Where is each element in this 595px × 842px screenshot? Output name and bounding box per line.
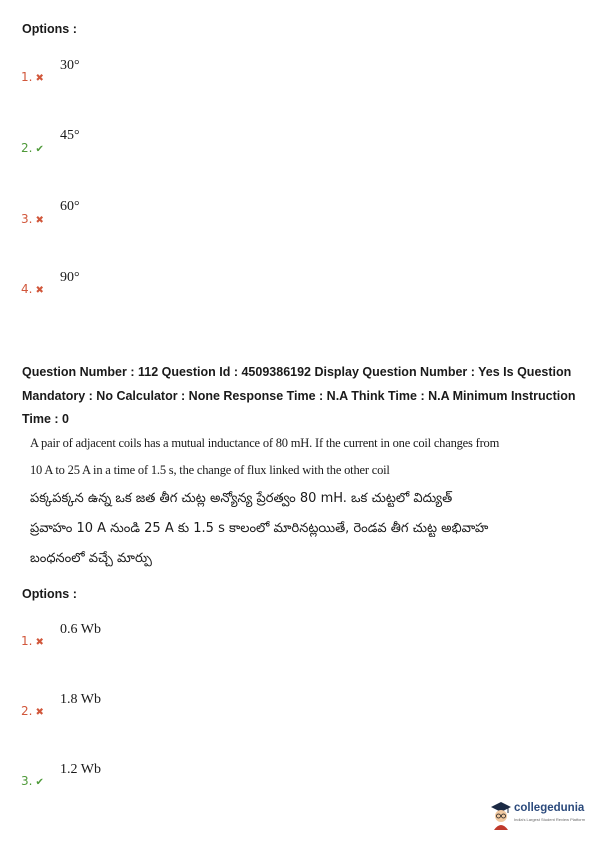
option-number: 2. ✖ — [21, 704, 44, 718]
option-value: 0.6 Wb — [60, 622, 101, 637]
cross-icon: ✖ — [35, 637, 44, 648]
option-number: 1. ✖ — [21, 70, 44, 84]
logo-tagline: India's Largest Student Review Platform — [514, 817, 586, 822]
option-value: 1.8 Wb — [60, 692, 101, 707]
option-number: 2. ✔ — [21, 141, 44, 155]
question-text-te: బంధనంలో వచ్చే మార్పు — [30, 551, 152, 566]
logo-wordmark: collegedunia — [514, 802, 585, 814]
cross-icon: ✖ — [35, 73, 44, 84]
check-icon: ✔ — [35, 777, 44, 788]
option-value: 30° — [60, 58, 80, 73]
cross-icon: ✖ — [35, 285, 44, 296]
option-value: 60° — [60, 199, 80, 214]
options-heading: Options : — [22, 22, 77, 36]
question-text-te: ప్రవాహం 10 A నుండి 25 A కు 1.5 s కాలంలో మారినట్లయితే, రెండవ తీగ చుట్ట అభివాహ — [30, 521, 489, 536]
check-icon: ✔ — [35, 144, 44, 155]
option-value: 90° — [60, 270, 80, 285]
option-number: 1. ✖ — [21, 634, 44, 648]
question-text-te: పక్కపక్కన ఉన్న ఒక జత తీగ చుట్ల అన్యోన్య ప్రేరత్వం 80 mH. ఒక చుట్టలో విద్యుత్ — [30, 491, 453, 506]
collegedunia-logo[interactable] — [490, 798, 590, 832]
question-text-en: 10 A to 25 A in a time of 1.5 s, the change of flux linked with the other coil — [30, 463, 390, 477]
option-value: 45° — [60, 128, 80, 143]
options-heading: Options : — [22, 587, 77, 601]
option-number: 4. ✖ — [21, 282, 44, 296]
cross-icon: ✖ — [35, 215, 44, 226]
question-meta: Question Number : 112 Question Id : 4509386192 Display Question Number : Yes Is Question Mandatory : No Calculator : None Response Time : N.A Think Time : N.A Minimum Instruction Time : 0 — [22, 365, 576, 426]
question-text-en: A pair of adjacent coils has a mutual inductance of 80 mH. If the current in one coil changes from — [30, 436, 500, 450]
cross-icon: ✖ — [35, 707, 44, 718]
option-number: 3. ✔ — [21, 774, 44, 788]
option-number: 3. ✖ — [21, 212, 44, 226]
student-avatar-icon — [490, 800, 512, 830]
option-value: 1.2 Wb — [60, 762, 101, 777]
